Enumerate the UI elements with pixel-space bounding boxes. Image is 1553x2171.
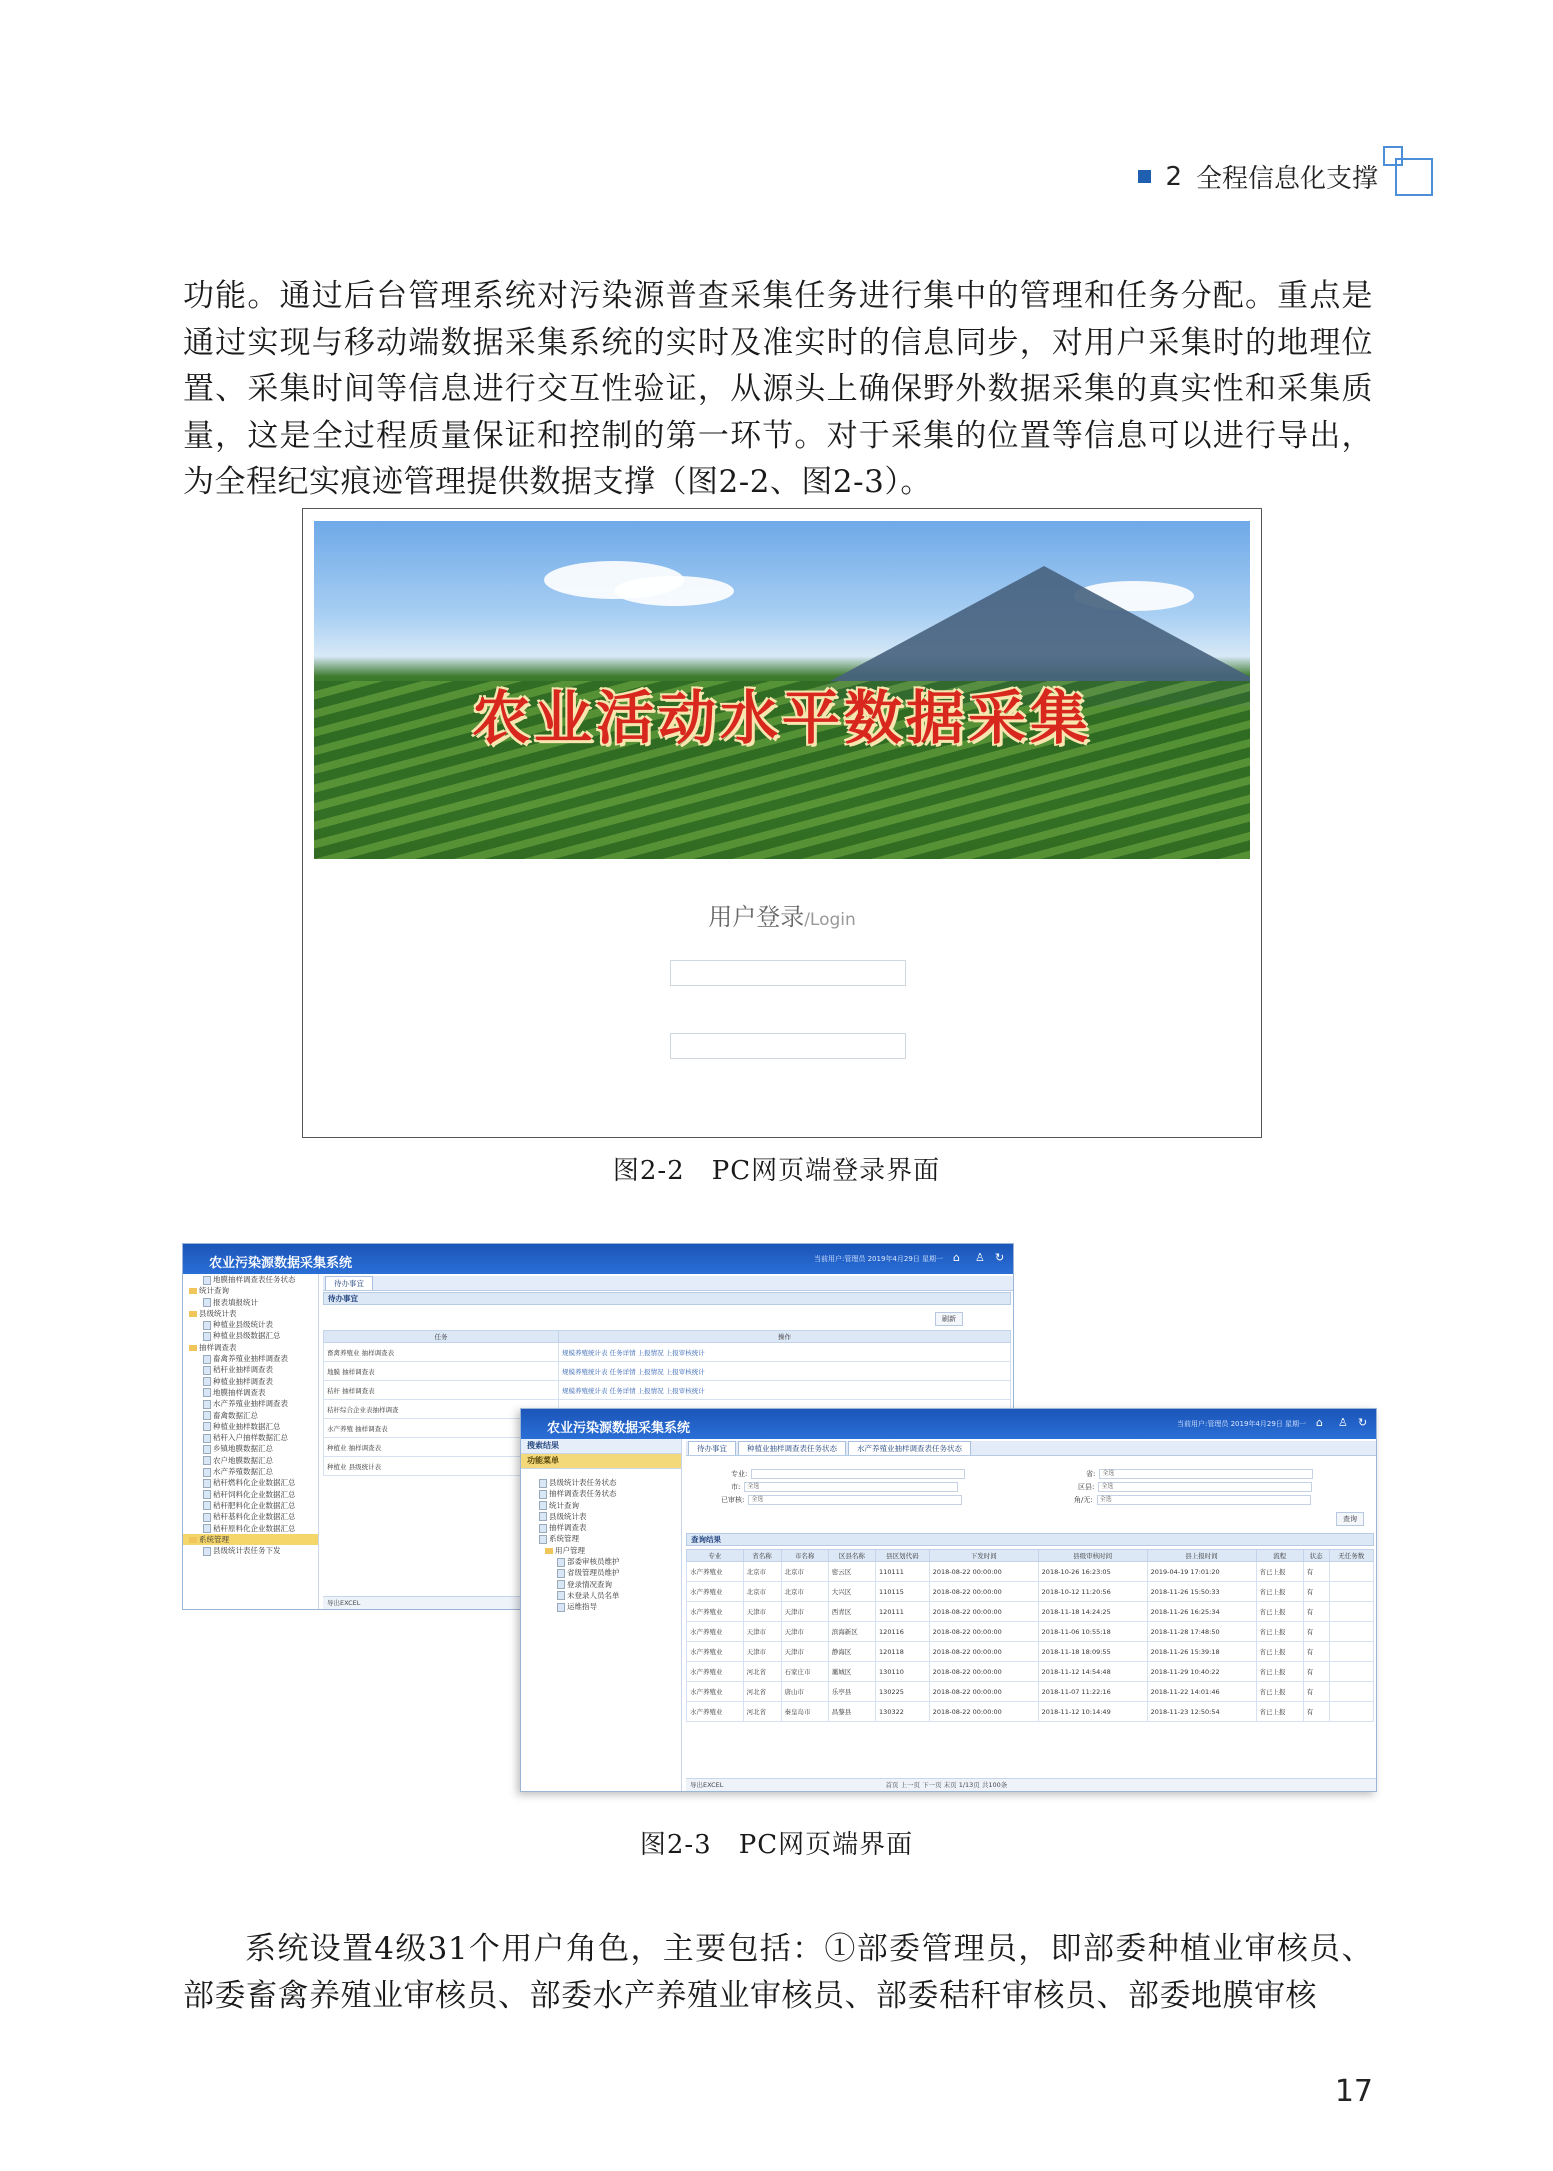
filter-role[interactable]: 角/无: 全选 (1074, 1495, 1311, 1505)
table-cell: 2018-11-26 15:50:33 (1147, 1582, 1256, 1602)
table-cell: 密云区 (828, 1562, 875, 1582)
filter-reviewed[interactable]: 已审核: 全选 (721, 1495, 962, 1505)
table-cell: 水产养殖业 (687, 1622, 744, 1642)
table-cell: 水产养殖业 (687, 1562, 744, 1582)
table-cell: 2018-08-22 00:00:00 (929, 1702, 1038, 1722)
user-info: 当前用户:管理员 2019年4月29日 星期一 (1177, 1420, 1306, 1428)
table-cell: 天津市 (743, 1622, 781, 1642)
table-cell: 水产养殖业 (687, 1602, 744, 1622)
menu-item-label: 系统管理 (549, 1534, 579, 1544)
document-icon (203, 1501, 211, 1510)
tree-item-label: 农户地膜数据汇总 (213, 1455, 273, 1465)
document-icon (203, 1434, 211, 1443)
table-row (687, 1702, 1374, 1722)
panel-header: 待办事宜 (323, 1292, 1011, 1305)
column-header: 县级审核时间 (1038, 1550, 1147, 1562)
password-field[interactable] (670, 1033, 906, 1059)
table-cell (1329, 1582, 1373, 1602)
tree-item[interactable] (183, 1342, 318, 1353)
table-cell: 2018-08-22 00:00:00 (929, 1662, 1038, 1682)
tree-item[interactable] (183, 1511, 318, 1522)
menu-item[interactable] (531, 1556, 681, 1567)
document-icon (557, 1603, 565, 1612)
tree-item[interactable] (183, 1455, 318, 1466)
app-window-status (520, 1408, 1377, 1792)
figure-2-3-caption: 图2-3 PC网页端界面 (639, 1830, 914, 1860)
app-title: 农业污染源数据采集系统 (209, 1256, 353, 1271)
running-header (1138, 158, 1378, 195)
nav-search-header[interactable]: 搜索结果 (521, 1439, 681, 1454)
column-header: 专业 (687, 1550, 744, 1562)
menu-item-label: 部委审核员维护 (567, 1557, 620, 1567)
table-cell: 120116 (876, 1622, 930, 1642)
menu-item[interactable] (531, 1601, 681, 1612)
table-cell: 省已上报 (1256, 1562, 1303, 1582)
tab-todo[interactable]: 待办事宜 (325, 1276, 373, 1290)
menu-item[interactable] (531, 1533, 681, 1544)
tree-item[interactable] (183, 1274, 318, 1285)
table-cell (1329, 1682, 1373, 1702)
document-icon (203, 1276, 211, 1285)
task-cell: 种植业 抽样调查表 (324, 1438, 559, 1457)
tab-item[interactable]: 待办事宜 (688, 1441, 736, 1455)
document-icon (203, 1298, 211, 1307)
document-icon (539, 1512, 547, 1521)
table-cell: 省已上报 (1256, 1662, 1303, 1682)
table-cell: 天津市 (743, 1642, 781, 1662)
document-icon (539, 1535, 547, 1544)
tree-item[interactable] (183, 1545, 318, 1556)
document-icon (203, 1513, 211, 1522)
chapter-number: 2 (1165, 161, 1182, 192)
table-cell: 有 (1303, 1562, 1329, 1582)
tree-item[interactable] (183, 1523, 318, 1534)
table-cell (1329, 1602, 1373, 1622)
login-title: 用户登录/Login (708, 903, 856, 931)
table-cell: 2018-11-22 14:01:46 (1147, 1682, 1256, 1702)
table-cell: 2018-11-12 14:54:48 (1038, 1662, 1147, 1682)
table-cell: 静海区 (828, 1642, 875, 1662)
table-cell: 藁城区 (828, 1662, 875, 1682)
col-task: 任务 (324, 1331, 559, 1343)
tree-item-label: 秸秆燃料化企业数据汇总 (213, 1478, 296, 1488)
table-cell: 110111 (876, 1562, 930, 1582)
table-cell: 有 (1303, 1602, 1329, 1622)
tree-item-label: 系统管理 (199, 1534, 229, 1544)
menu-item[interactable] (531, 1579, 681, 1590)
home-icon[interactable]: ⌂ (953, 1251, 960, 1264)
tree-item-label: 秸秆入户抽样数据汇总 (213, 1433, 288, 1443)
table-cell: 天津市 (743, 1602, 781, 1622)
tab-bar (686, 1441, 1376, 1456)
menu-item[interactable] (531, 1545, 681, 1556)
tree-item-label: 秸秆业抽样调查表 (213, 1365, 273, 1375)
tree-item[interactable] (183, 1466, 318, 1477)
table-cell: 2018-11-18 14:24:25 (1038, 1602, 1147, 1622)
tree-item-label: 畜禽养殖业抽样调查表 (213, 1354, 288, 1364)
table-row (687, 1662, 1374, 1682)
task-cell: 畜禽养殖业 抽样调查表 (324, 1343, 559, 1362)
tree-item-label: 种植业抽样调查表 (213, 1376, 273, 1386)
table-cell: 天津市 (781, 1622, 828, 1642)
table-cell: 130225 (876, 1682, 930, 1702)
table-cell: 西青区 (828, 1602, 875, 1622)
tree-item[interactable] (183, 1319, 318, 1330)
tab-item[interactable]: 种植业抽样调查表任务状态 (738, 1441, 846, 1455)
table-row (324, 1381, 1011, 1400)
app-titlebar (183, 1244, 1013, 1274)
tree-item[interactable] (183, 1410, 318, 1421)
username-field[interactable] (670, 960, 906, 986)
menu-item-label: 统计查询 (549, 1500, 579, 1510)
operation-links[interactable]: 规模养殖统计表 任务详情 上报情况 上报审核统计 (559, 1381, 1011, 1400)
table-cell: 2018-08-22 00:00:00 (929, 1562, 1038, 1582)
table-cell: 2018-08-22 00:00:00 (929, 1582, 1038, 1602)
menu-item-label: 登录情况查询 (567, 1579, 612, 1589)
pager[interactable]: 首页 上一页 下一页 末页 1/13页 共100条 (885, 1781, 1008, 1789)
figure-2-2-caption: 图2-2 PC网页端登录界面 (612, 1156, 941, 1186)
body-paragraph-1: 功能。通过后台管理系统对污染源普查采集任务进行集中的管理和任务分配。重点是通过实现与移动端数据采集系统的实时及准实时的信息同步，对用户采集时的地理位置、采集时间等信息进行交互性验证，从源头上确保野外数据采集的真实性和采集质量，这是全过程质量保证和控制的第一环节。对于采集的位置等信息可以进行导出，为全程纪实痕迹管理提供数据支撑（图2-2、图2-3）。 (183, 278, 1373, 500)
menu-item-label: 省级管理员维护 (567, 1568, 620, 1578)
document-icon (203, 1547, 211, 1556)
square-bullet-icon (1138, 170, 1151, 183)
table-cell: 石家庄市 (781, 1662, 828, 1682)
filter-city[interactable]: 市: 全选 (731, 1482, 958, 1492)
folder-icon (189, 1345, 197, 1351)
table-cell: 120118 (876, 1642, 930, 1662)
column-header: 无任务数 (1329, 1550, 1373, 1562)
app-titlebar (521, 1409, 1376, 1439)
table-cell: 滨海新区 (828, 1622, 875, 1642)
tree-item-label: 乡镇地膜数据汇总 (213, 1444, 273, 1454)
tree-item-label: 县级统计表 (199, 1308, 237, 1318)
table-cell: 唐山市 (781, 1682, 828, 1702)
menu-item[interactable] (531, 1488, 681, 1499)
document-icon (203, 1321, 211, 1330)
document-icon (203, 1355, 211, 1364)
table-cell: 大兴区 (828, 1582, 875, 1602)
home-icon[interactable]: ⌂ (1316, 1416, 1323, 1429)
tree-item[interactable] (183, 1398, 318, 1409)
table-cell: 有 (1303, 1682, 1329, 1702)
filter-province[interactable]: 省: 全选 (1086, 1469, 1313, 1479)
tree-item[interactable] (183, 1364, 318, 1375)
tree-item-label: 统计查询 (199, 1286, 229, 1296)
tree-item[interactable] (183, 1353, 318, 1364)
nav-sidebar (521, 1439, 682, 1791)
table-cell: 110115 (876, 1582, 930, 1602)
column-header: 状态 (1303, 1550, 1329, 1562)
tree-item[interactable] (183, 1443, 318, 1454)
menu-item[interactable] (531, 1477, 681, 1488)
table-cell: 北京市 (743, 1562, 781, 1582)
result-header: 查询结果 (686, 1533, 1374, 1546)
user-info: 当前用户:管理员 2019年4月29日 星期一 (814, 1255, 943, 1263)
refresh-icon[interactable]: ↻ (1358, 1416, 1368, 1429)
task-cell: 地膜 抽样调查表 (324, 1362, 559, 1381)
result-table (686, 1549, 1374, 1722)
column-header: 下发时间 (929, 1550, 1038, 1562)
tab-item[interactable]: 水产养殖业抽样调查表任务状态 (848, 1441, 971, 1455)
table-cell: 天津市 (781, 1602, 828, 1622)
table-row (687, 1642, 1374, 1662)
table-cell: 2018-11-06 10:55:18 (1038, 1622, 1147, 1642)
tree-item[interactable] (183, 1387, 318, 1398)
document-icon (557, 1580, 565, 1589)
task-cell: 秸秆综合企业表抽样调查 (324, 1400, 559, 1419)
document-icon (203, 1422, 211, 1431)
document-icon (203, 1468, 211, 1477)
table-cell: 120111 (876, 1602, 930, 1622)
table-row (324, 1343, 1011, 1362)
folder-icon (189, 1311, 197, 1317)
table-cell: 2018-11-29 10:40:22 (1147, 1662, 1256, 1682)
table-cell: 水产养殖业 (687, 1682, 744, 1702)
column-header: 县区划代码 (876, 1550, 930, 1562)
table-row (687, 1602, 1374, 1622)
tree-item[interactable] (183, 1285, 318, 1296)
table-row (687, 1682, 1374, 1702)
login-screenshot-figure (302, 508, 1262, 1138)
operation-links[interactable]: 规模养殖统计表 任务详情 上报情况 上报审核统计 (559, 1362, 1011, 1381)
table-cell: 省已上报 (1256, 1582, 1303, 1602)
tree-item-label: 秸秆饲料化企业数据汇总 (213, 1489, 296, 1499)
table-cell: 有 (1303, 1582, 1329, 1602)
document-icon (539, 1479, 547, 1488)
document-icon (539, 1490, 547, 1499)
menu-item[interactable] (531, 1590, 681, 1601)
table-cell: 有 (1303, 1662, 1329, 1682)
table-cell: 省已上报 (1256, 1642, 1303, 1662)
tree-item-label: 抽样调查表 (199, 1342, 237, 1352)
tree-item-label: 地膜抽样调查表 (213, 1387, 266, 1397)
table-cell: 130322 (876, 1702, 930, 1722)
table-cell: 北京市 (743, 1582, 781, 1602)
document-icon (203, 1490, 211, 1499)
document-icon (203, 1388, 211, 1397)
user-icon[interactable]: ♙ (1338, 1416, 1348, 1429)
column-header: 县上报时间 (1147, 1550, 1256, 1562)
menu-item[interactable] (531, 1511, 681, 1522)
document-icon (203, 1445, 211, 1454)
tree-item[interactable] (183, 1432, 318, 1443)
col-op: 操作 (559, 1331, 1011, 1343)
table-cell: 水产养殖业 (687, 1702, 744, 1722)
table-cell: 2018-11-23 12:50:54 (1147, 1702, 1256, 1722)
body-paragraph-2: 系统设置4级31个用户角色，主要包括：①部委管理员，即部委种植业审核员、部委畜禽养殖业审核员、部委水产养殖业审核员、部委秸秆审核员、部委地膜审核 (183, 1931, 1373, 2014)
refresh-icon[interactable]: ↻ (995, 1251, 1005, 1264)
tree-item-label: 地膜抽样调查表任务状态 (213, 1275, 296, 1284)
folder-icon (189, 1537, 197, 1543)
table-row (324, 1362, 1011, 1381)
tree-item[interactable] (183, 1308, 318, 1319)
table-cell: 2018-11-26 16:25:34 (1147, 1602, 1256, 1622)
table-cell: 2018-08-22 00:00:00 (929, 1602, 1038, 1622)
banner-title: 农业活动水平数据采集 (471, 684, 1092, 752)
tree-item-label: 种植业抽样数据汇总 (213, 1421, 281, 1431)
table-cell: 2018-11-12 10:14:49 (1038, 1702, 1147, 1722)
task-cell: 秸秆 抽样调查表 (324, 1381, 559, 1400)
table-cell: 2018-11-28 17:48:50 (1147, 1622, 1256, 1642)
menu-item[interactable] (531, 1522, 681, 1533)
table-cell: 昌黎县 (828, 1702, 875, 1722)
tree-item-label: 畜禽数据汇总 (213, 1410, 258, 1420)
tree-item[interactable] (183, 1534, 318, 1545)
tree-item[interactable] (183, 1297, 318, 1308)
chapter-title: 全程信息化支撑 (1195, 164, 1378, 194)
tree-item[interactable] (183, 1376, 318, 1387)
menu-item-label: 用户管理 (555, 1545, 585, 1555)
app-title: 农业污染源数据采集系统 (547, 1421, 691, 1436)
document-icon (203, 1524, 211, 1533)
table-cell: 2018-08-22 00:00:00 (929, 1642, 1038, 1662)
tree-item[interactable] (183, 1477, 318, 1488)
tree-item[interactable] (183, 1500, 318, 1511)
filter-county[interactable]: 区县: 全选 (1078, 1482, 1312, 1492)
table-cell: 2018-08-22 00:00:00 (929, 1682, 1038, 1702)
table-cell: 省已上报 (1256, 1682, 1303, 1702)
menu-item[interactable] (531, 1567, 681, 1578)
folder-icon (545, 1548, 553, 1554)
document-icon (539, 1501, 547, 1510)
document-icon (557, 1558, 565, 1567)
table-cell: 乐亭县 (828, 1682, 875, 1702)
user-icon[interactable]: ♙ (975, 1251, 985, 1264)
table-cell: 2019-04-19 17:01:20 (1147, 1562, 1256, 1582)
table-cell: 2018-11-18 18:09:55 (1038, 1642, 1147, 1662)
search-button[interactable]: 查询 (1336, 1512, 1364, 1526)
document-icon (539, 1524, 547, 1533)
document-icon (203, 1332, 211, 1341)
document-icon (557, 1591, 565, 1600)
table-cell (1329, 1562, 1373, 1582)
column-header: 省名称 (743, 1550, 781, 1562)
column-header: 市名称 (781, 1550, 828, 1562)
corner-squares-icon (1383, 146, 1433, 198)
menu-item-label: 县级统计表任务状态 (549, 1478, 617, 1487)
table-cell: 省已上报 (1256, 1602, 1303, 1622)
table-row (687, 1582, 1374, 1602)
table-cell (1329, 1662, 1373, 1682)
filter-major[interactable]: 专业: (731, 1469, 965, 1479)
document-icon (203, 1366, 211, 1375)
menu-item-label: 未登录人员名单 (567, 1590, 620, 1600)
task-cell: 种植业 县级统计表 (324, 1457, 559, 1476)
table-cell: 有 (1303, 1702, 1329, 1722)
menu-item-label: 运维指导 (567, 1602, 597, 1612)
table-cell (1329, 1642, 1373, 1662)
page-number: 17 (1334, 2074, 1373, 2109)
table-cell: 水产养殖业 (687, 1662, 744, 1682)
document-icon (203, 1377, 211, 1386)
menu-item-label: 抽样调查表任务状态 (549, 1489, 617, 1499)
table-cell: 北京市 (781, 1582, 828, 1602)
nav-menu-header[interactable]: 功能菜单 (521, 1454, 681, 1469)
table-row (687, 1622, 1374, 1642)
tree-item-label: 县级统计表任务下发 (213, 1546, 281, 1556)
table-cell: 130110 (876, 1662, 930, 1682)
tree-item[interactable] (183, 1489, 318, 1500)
document-icon (203, 1411, 211, 1420)
document-icon (557, 1569, 565, 1578)
table-cell: 河北省 (743, 1702, 781, 1722)
tree-item-label: 秸秆肥料化企业数据汇总 (213, 1500, 296, 1510)
tree-item-label: 秸秆基料化企业数据汇总 (213, 1512, 296, 1522)
tree-item-label: 水产养殖业抽样调查表 (213, 1399, 288, 1409)
table-cell: 2018-10-26 16:23:05 (1038, 1562, 1147, 1582)
menu-item-label: 抽样调查表 (549, 1523, 587, 1533)
tree-item-label: 水产养殖数据汇总 (213, 1467, 273, 1477)
table-cell (1329, 1622, 1373, 1642)
tree-item[interactable] (183, 1330, 318, 1341)
document-icon (203, 1400, 211, 1409)
column-header: 区县名称 (828, 1550, 875, 1562)
tree-item[interactable] (183, 1421, 318, 1432)
table-cell: 水产养殖业 (687, 1582, 744, 1602)
banner-image (314, 521, 1250, 859)
table-cell: 省已上报 (1256, 1622, 1303, 1642)
table-cell: 有 (1303, 1622, 1329, 1642)
operation-links[interactable]: 规模养殖统计表 任务详情 上报情况 上报审核统计 (559, 1343, 1011, 1362)
tree-item-label: 种植业县级数据汇总 (213, 1331, 281, 1341)
table-cell: 水产养殖业 (687, 1642, 744, 1662)
tree-item-label: 秸秆原料化企业数据汇总 (213, 1523, 296, 1533)
menu-item-label: 县级统计表 (549, 1511, 587, 1521)
table-cell: 河北省 (743, 1682, 781, 1702)
tab-bar (323, 1276, 1013, 1291)
table-cell: 秦皇岛市 (781, 1702, 828, 1722)
sidebar-tree (183, 1274, 319, 1609)
export-excel-button[interactable]: 导出EXCEL (690, 1781, 724, 1789)
column-header: 流程 (1256, 1550, 1303, 1562)
folder-icon (189, 1288, 197, 1294)
table-cell: 北京市 (781, 1562, 828, 1582)
menu-item[interactable] (531, 1500, 681, 1511)
table-cell: 2018-11-07 11:22:16 (1038, 1682, 1147, 1702)
table-cell: 有 (1303, 1642, 1329, 1662)
table-cell: 2018-08-22 00:00:00 (929, 1622, 1038, 1642)
table-cell (1329, 1702, 1373, 1722)
task-cell: 水产养殖 抽样调查表 (324, 1419, 559, 1438)
table-cell: 河北省 (743, 1662, 781, 1682)
export-excel-button[interactable]: 导出EXCEL (327, 1599, 361, 1607)
tree-item-label: 报表填报统计 (213, 1297, 258, 1307)
table-cell: 省已上报 (1256, 1702, 1303, 1722)
refresh-button[interactable]: 刷新 (935, 1312, 963, 1326)
document-icon (203, 1456, 211, 1465)
table-row (687, 1562, 1374, 1582)
table-cell: 2018-10-12 11:20:56 (1038, 1582, 1147, 1602)
pager-footer (686, 1778, 1376, 1791)
table-cell: 天津市 (781, 1642, 828, 1662)
tree-item-label: 种植业县级统计表 (213, 1320, 273, 1330)
table-cell: 2018-11-26 15:39:18 (1147, 1642, 1256, 1662)
document-icon (203, 1479, 211, 1488)
